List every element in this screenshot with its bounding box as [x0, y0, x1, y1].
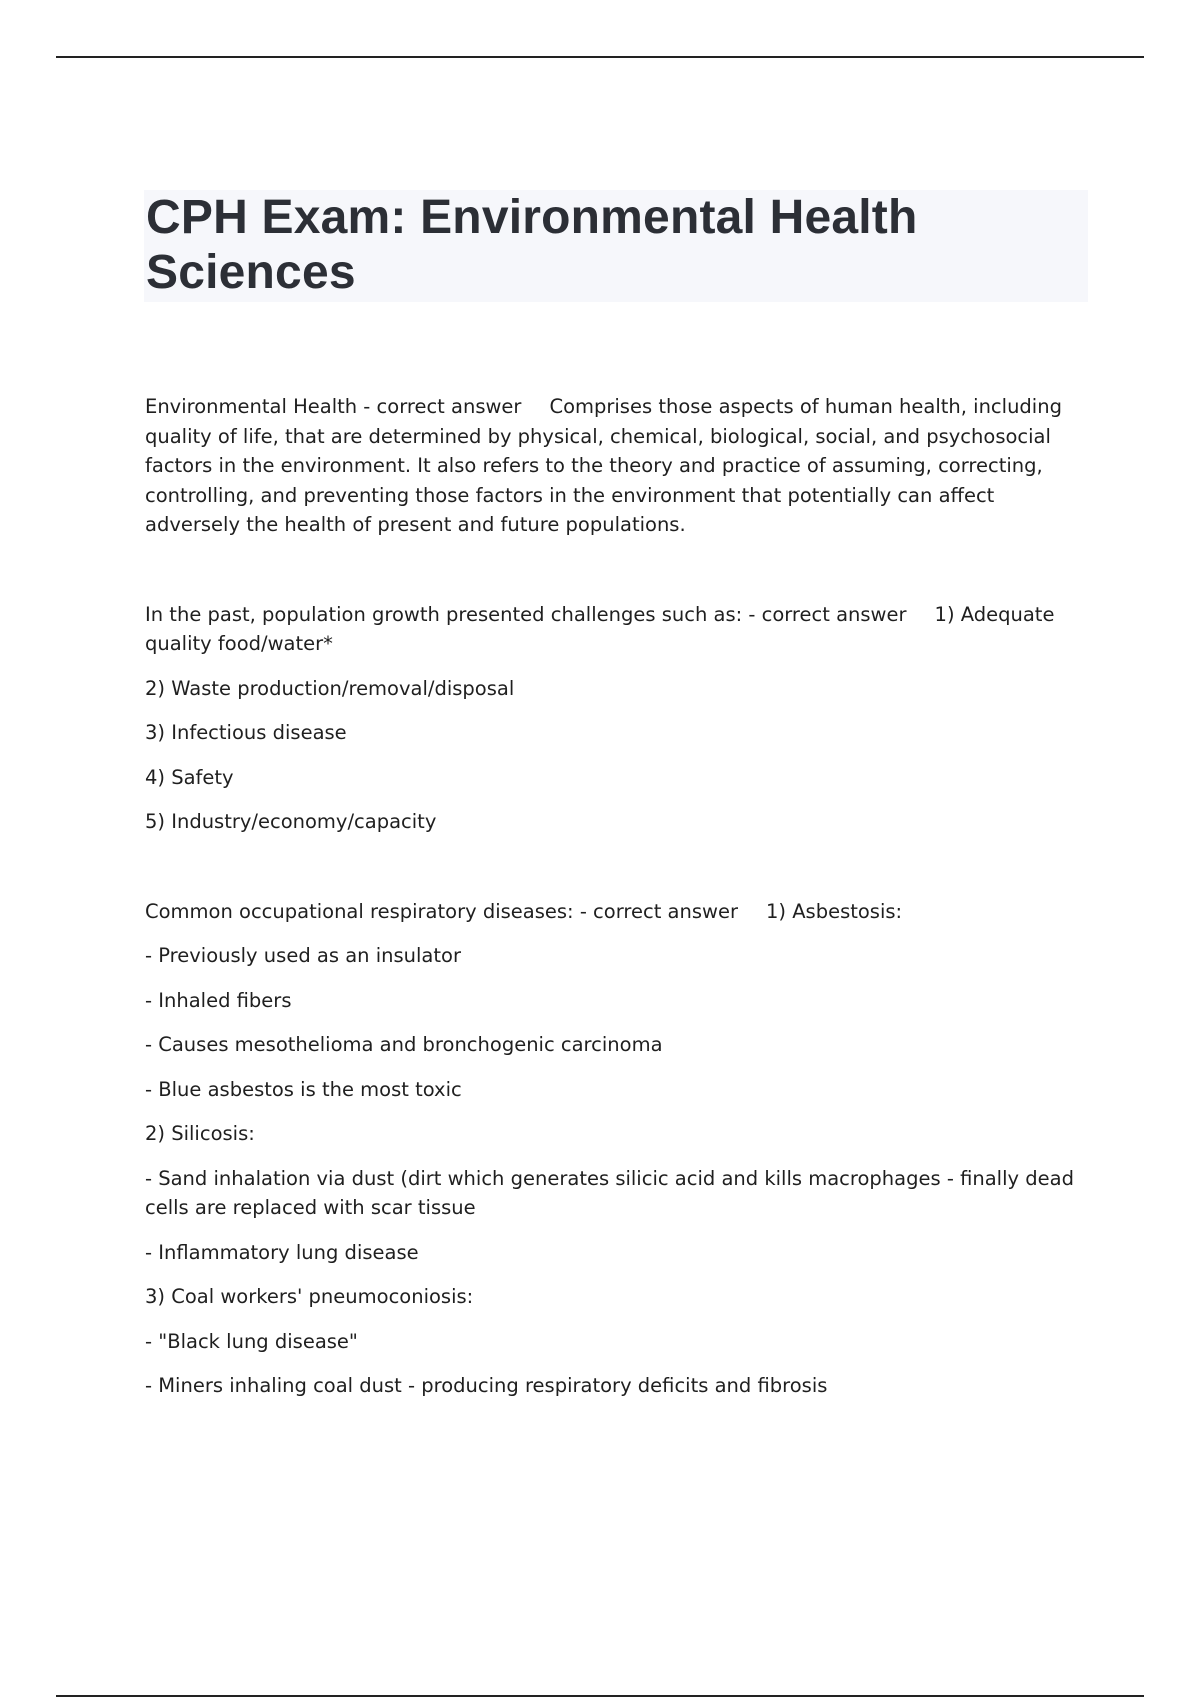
qa-first-line	[145, 392, 1090, 540]
answer-line: 5) Industry/economy/capacity	[145, 810, 437, 833]
qa-entry	[145, 392, 1090, 540]
answer-line: 3) Coal workers' pneumoconiosis:	[145, 1285, 474, 1308]
answer-line: - Inflammatory lung disease	[145, 1240, 419, 1264]
answer-line: - Sand inhalation via dust (dirt which generates silicic acid and kills macrophages - finally dead cells are replaced with scar tissue	[145, 1166, 1074, 1219]
question-text: In the past, population growth presented challenges such as: - correct answer	[145, 602, 907, 626]
answer-line: - Causes mesothelioma and bronchogenic carcinoma	[145, 1033, 663, 1056]
answer-line: - "Black lung disease"	[145, 1329, 358, 1353]
answer-line: 2) Silicosis:	[145, 1122, 255, 1145]
answer-lines	[145, 941, 1090, 1401]
qa-first-line	[145, 600, 1090, 659]
answer-text: 1) Asbestosis:	[765, 899, 903, 923]
qa-entry	[145, 897, 1090, 1401]
answer-line: 3) Infectious disease	[145, 721, 347, 744]
document-body	[145, 392, 1090, 1401]
title-box	[144, 190, 1088, 302]
bottom-rule	[56, 1695, 1144, 1697]
page-title: CPH Exam: Environmental Health Sciences	[146, 191, 918, 299]
answer-text: Comprises those aspects of human health, including quality of life, that are determined by physical, chemical, biological, social, and psychosocial factors in the environment. It also refers to the theory and practice of assuming, correcting, controlling, and preventing those factors in the environment that potentially can affect adversely the health of present and future populations.	[145, 395, 1062, 536]
question-text: Common occupational respiratory diseases: - correct answer	[145, 899, 738, 923]
answer-line: - Previously used as an insulator	[145, 944, 461, 967]
qa-first-line	[145, 897, 1090, 927]
answer-line: - Miners inhaling coal dust - producing respiratory deficits and fibrosis	[145, 1374, 828, 1397]
answer-line: 4) Safety	[145, 765, 234, 789]
top-rule	[56, 56, 1144, 58]
answer-lines	[145, 674, 1090, 837]
answer-line: - Inhaled fibers	[145, 988, 292, 1012]
answer-line: 2) Waste production/removal/disposal	[145, 676, 515, 700]
question-text: Environmental Health - correct answer	[145, 395, 522, 418]
answer-text: 1) Adequate quality food/water*	[145, 602, 1055, 655]
answer-line: - Blue asbestos is the most toxic	[145, 1077, 462, 1101]
qa-entry	[145, 600, 1090, 837]
